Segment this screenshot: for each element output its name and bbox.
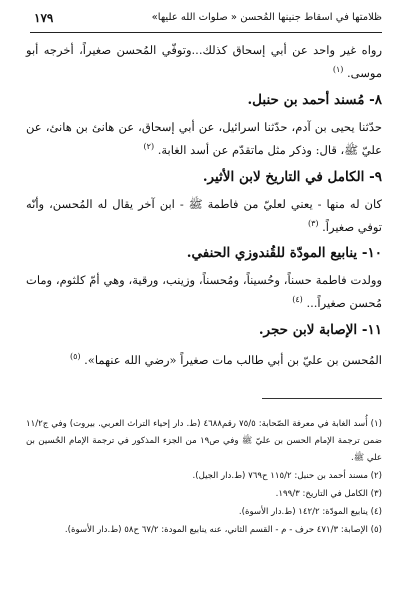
footnote-ref: (٤): [292, 295, 303, 305]
section-heading: ١١- الإصابة لابن حجر.: [258, 322, 382, 339]
footnote-ref: (٢): [143, 141, 155, 151]
paragraph: حدّثنا يحيى بن آدم، حدّثنا اسرائيل، عن أبي إسحاق، عن هانئ بن هانئ، عن عليّ ﷺ، قال: وذكر مثل ماتقدّم عن أسد الغابة. $^{(٢)}$: [26, 119, 382, 157]
paragraph: وولدت فاطمة حسناً، وحُسيناً، ومُحسناً، وزينب، ورقية، وهي أمّ كلثوم، ومات مُحسن صغيراً... $^{(٤)}$: [26, 273, 382, 311]
body-text: [26, 40, 382, 376]
paragraph: كان له منها - يعني لعليّ من فاطمة ﷺ - ابن آخر يقال له المُحسن، وأنّه توفي صغيراً. $^{(٣)}$: [26, 196, 382, 234]
footnote-ref: (١): [332, 65, 344, 74]
footnote: (٢) مسند أحمد بن حنبل: ١١٥/٢ ح٧٦٩ (ط.دار الجيل).: [192, 471, 382, 481]
footnote: (٥) الإصابة: ٤٧١/٣ حرف - م - القسم الثاني، عنه ينابيع المودة: ٦٧/٢ ح٥٨ (ط.دار الأسوة).: [64, 525, 382, 535]
page-header: [30, 8, 382, 33]
section-heading: ١٠- ينابيع المودّة للقُندوزي الحنفي.: [186, 245, 382, 262]
footnotes: [26, 416, 382, 540]
footnote: (٤) ينابيع المودّة: ١٤٢/٢ (ط.دار الأسوة).: [238, 507, 382, 517]
page-number: ١٧٩: [34, 11, 54, 25]
running-title: ظلامتها في اسقاط جنينها المُحسن « صلوات الله عليها»: [151, 12, 382, 23]
footnote: (٣) الكامل في التاريخ: ١٩٩/٣.: [275, 489, 382, 499]
paragraph: المُحسن بن عليّ بن أبي طالب مات صغيراً «رضي الله عنهما». $^{(٥)}$: [69, 352, 382, 368]
footnote-ref: (٥): [69, 352, 81, 362]
footnote: (١) أُسد الغابة في معرفة الصّحابة: ٧٥/٥ رقم٤٦٨٨ (ط. دار إحياء التراث العربي. بيروت) وفي ج١١/٢ ضمن ترجمة الإمام الحسن بن عليّ ﷺ وفي ص١٩ من الجزء المذكور في ترجمة الإمام الحُسين بن علي ﷺ.: [26, 419, 382, 463]
footnote-ref: (٣): [307, 218, 319, 228]
footnote-divider: [262, 398, 382, 399]
section-heading: ٨- مُسند أحمد بن حنبل.: [247, 91, 382, 108]
paragraph: رواه غير واحد عن أبي إسحاق كذلك...وتوفّي المُحسن صغيراً، أخرجه أبو موسى. $^{(١)}$: [26, 43, 382, 80]
section-heading: ٩- الكامل في التاريخ لابن الأثير.: [202, 168, 382, 185]
